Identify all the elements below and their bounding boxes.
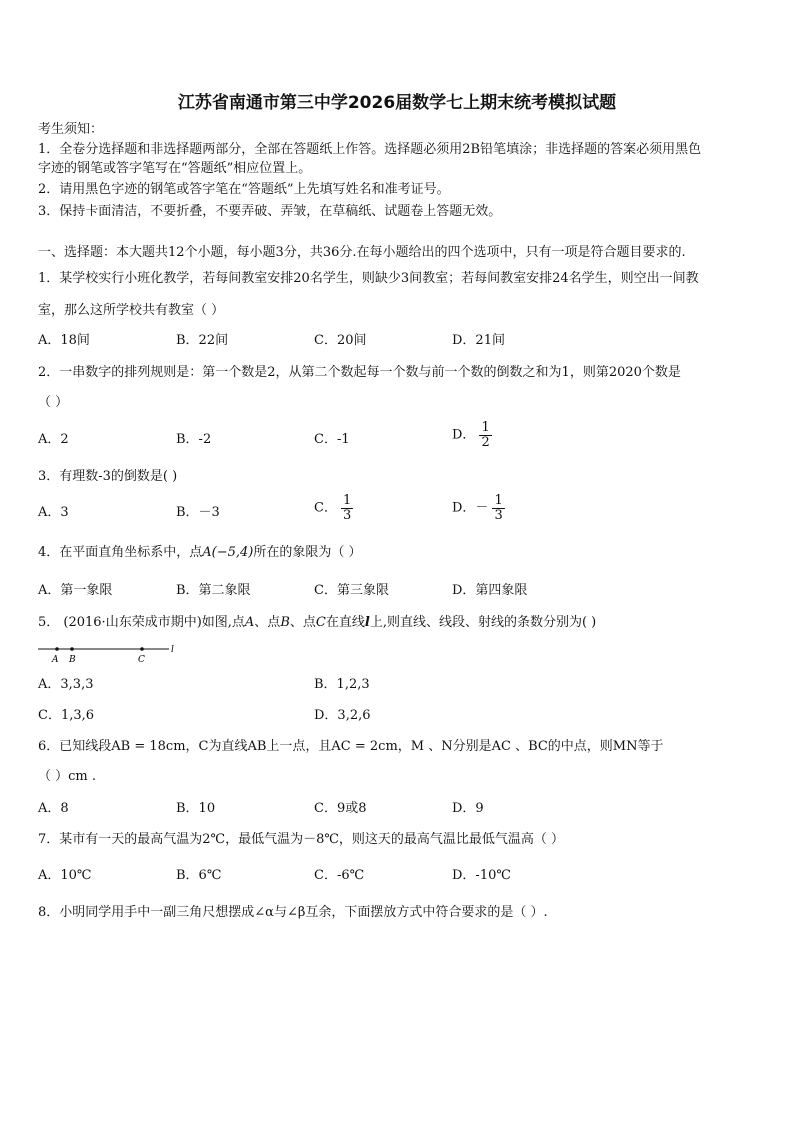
option-c: C．1,3,6 (38, 708, 95, 723)
fraction: $\frac{1}{3}$ (494, 493, 503, 523)
question-text: 4．在平面直角坐标系中，点A(−5,4)所在的象限为（ ） (38, 545, 362, 560)
question-text: 2．一串数字的排列规则是：第一个数是2，从第二个数起每一个数与前一个数的倒数之和为1，则第2020个数是 (38, 365, 681, 380)
option-a: A．2 (38, 432, 69, 447)
option-a: A．8 (38, 801, 69, 816)
option-b: B．1,2,3 (314, 677, 370, 692)
option-b: B．10 (176, 801, 216, 816)
line-figure (38, 640, 188, 664)
option-d: D．21间 (452, 333, 505, 348)
notice-item: 2．请用黑色字迹的钢笔或答字笔在“答题纸”上先填写姓名和准考证号。 (38, 182, 450, 197)
option-a: A．10℃ (38, 868, 92, 883)
option-b: B．6℃ (176, 868, 222, 883)
label-c: C (138, 655, 145, 664)
question-text: 室，那么这所学校共有教室（ ） (38, 303, 225, 318)
point-a (55, 647, 59, 651)
point-label: A(−5,4) (202, 545, 254, 560)
label-b: B (69, 655, 76, 664)
option-c: C．第三象限 (314, 583, 389, 598)
option-d: D． $\frac{1}{2}$ (452, 420, 490, 450)
option-c: C．9或8 (314, 801, 367, 816)
notice-item: 1．全卷分选择题和非选择题两部分，全部在答题纸上作答。选择题必须用2B铅笔填涂；非选择题的答案必须用黑色 (38, 142, 702, 157)
option-d: D．-10℃ (452, 868, 511, 883)
option-b: B．-2 (176, 432, 212, 447)
notice-item: 字迹的钢笔或答字笔写在“答题纸”相应位置上。 (38, 161, 312, 176)
option-d: D．第四象限 (452, 583, 528, 598)
label-a: A (52, 655, 59, 664)
notice-item: 3．保持卡面清洁，不要折叠，不要弄破、弄皱，在草稿纸、试题卷上答题无效。 (38, 204, 502, 219)
section-heading: 一、选择题：本大题共12个小题，每小题3分，共36分.在每小题给出的四个选项中，只有一项是符合题目要求的. (38, 245, 686, 260)
option-b: B．第二象限 (176, 583, 251, 598)
question-text: 5． (2016·山东荣成市期中)如图,点A、点B、点C在直线l上,则直线、线段、射线的条数分别为( ) (38, 615, 597, 630)
option-a: A．18间 (38, 333, 90, 348)
question-text: 1．某学校实行小班化教学，若每间教室安排20名学生，则缺少3间教室；若每间教室安排24名学生，则空出一间教 (38, 271, 699, 286)
option-c: C．-1 (314, 432, 350, 447)
question-text: 7．某市有一天的最高气温为2℃，最低气温为－8℃，则这天的最高气温比最低气温高（ ） (38, 832, 565, 847)
question-text: 6．已知线段AB = 18cm，C为直线AB上一点，且AC = 2cm，M 、N分别是AC 、BC的中点，则MN等于 (38, 739, 664, 754)
option-d: D．－ $\frac{1}{3}$ (452, 493, 503, 523)
page-title: 江苏省南通市第三中学2026届数学七上期末统考模拟试题 (177, 93, 617, 113)
option-c: C．-6℃ (314, 868, 365, 883)
label-l: l (171, 645, 174, 655)
option-c: C．20间 (314, 333, 367, 348)
point-c (140, 647, 144, 651)
option-a: A．第一象限 (38, 583, 113, 598)
option-a: A．3 (38, 505, 69, 520)
option-d: D．3,2,6 (314, 708, 371, 723)
option-a: A．3,3,3 (38, 677, 94, 692)
question-text: 8．小明同学用手中一副三角尺想摆成∠α与∠β互余，下面摆放方式中符合要求的是（ ）. (38, 905, 548, 920)
question-text: （ ） (38, 395, 69, 410)
notice-heading: 考生须知： (38, 122, 104, 137)
option-d: D．9 (452, 801, 484, 816)
question-text: 3．有理数-3的倒数是( ) (38, 469, 178, 484)
option-c: C． $\frac{1}{3}$ (314, 493, 352, 523)
question-text: （ ）cm . (38, 769, 97, 784)
point-b (70, 647, 74, 651)
option-b: B．22间 (176, 333, 229, 348)
fraction: $\frac{1}{2}$ (481, 420, 490, 450)
fraction: $\frac{1}{3}$ (342, 493, 352, 523)
option-b: B．－3 (176, 505, 220, 520)
